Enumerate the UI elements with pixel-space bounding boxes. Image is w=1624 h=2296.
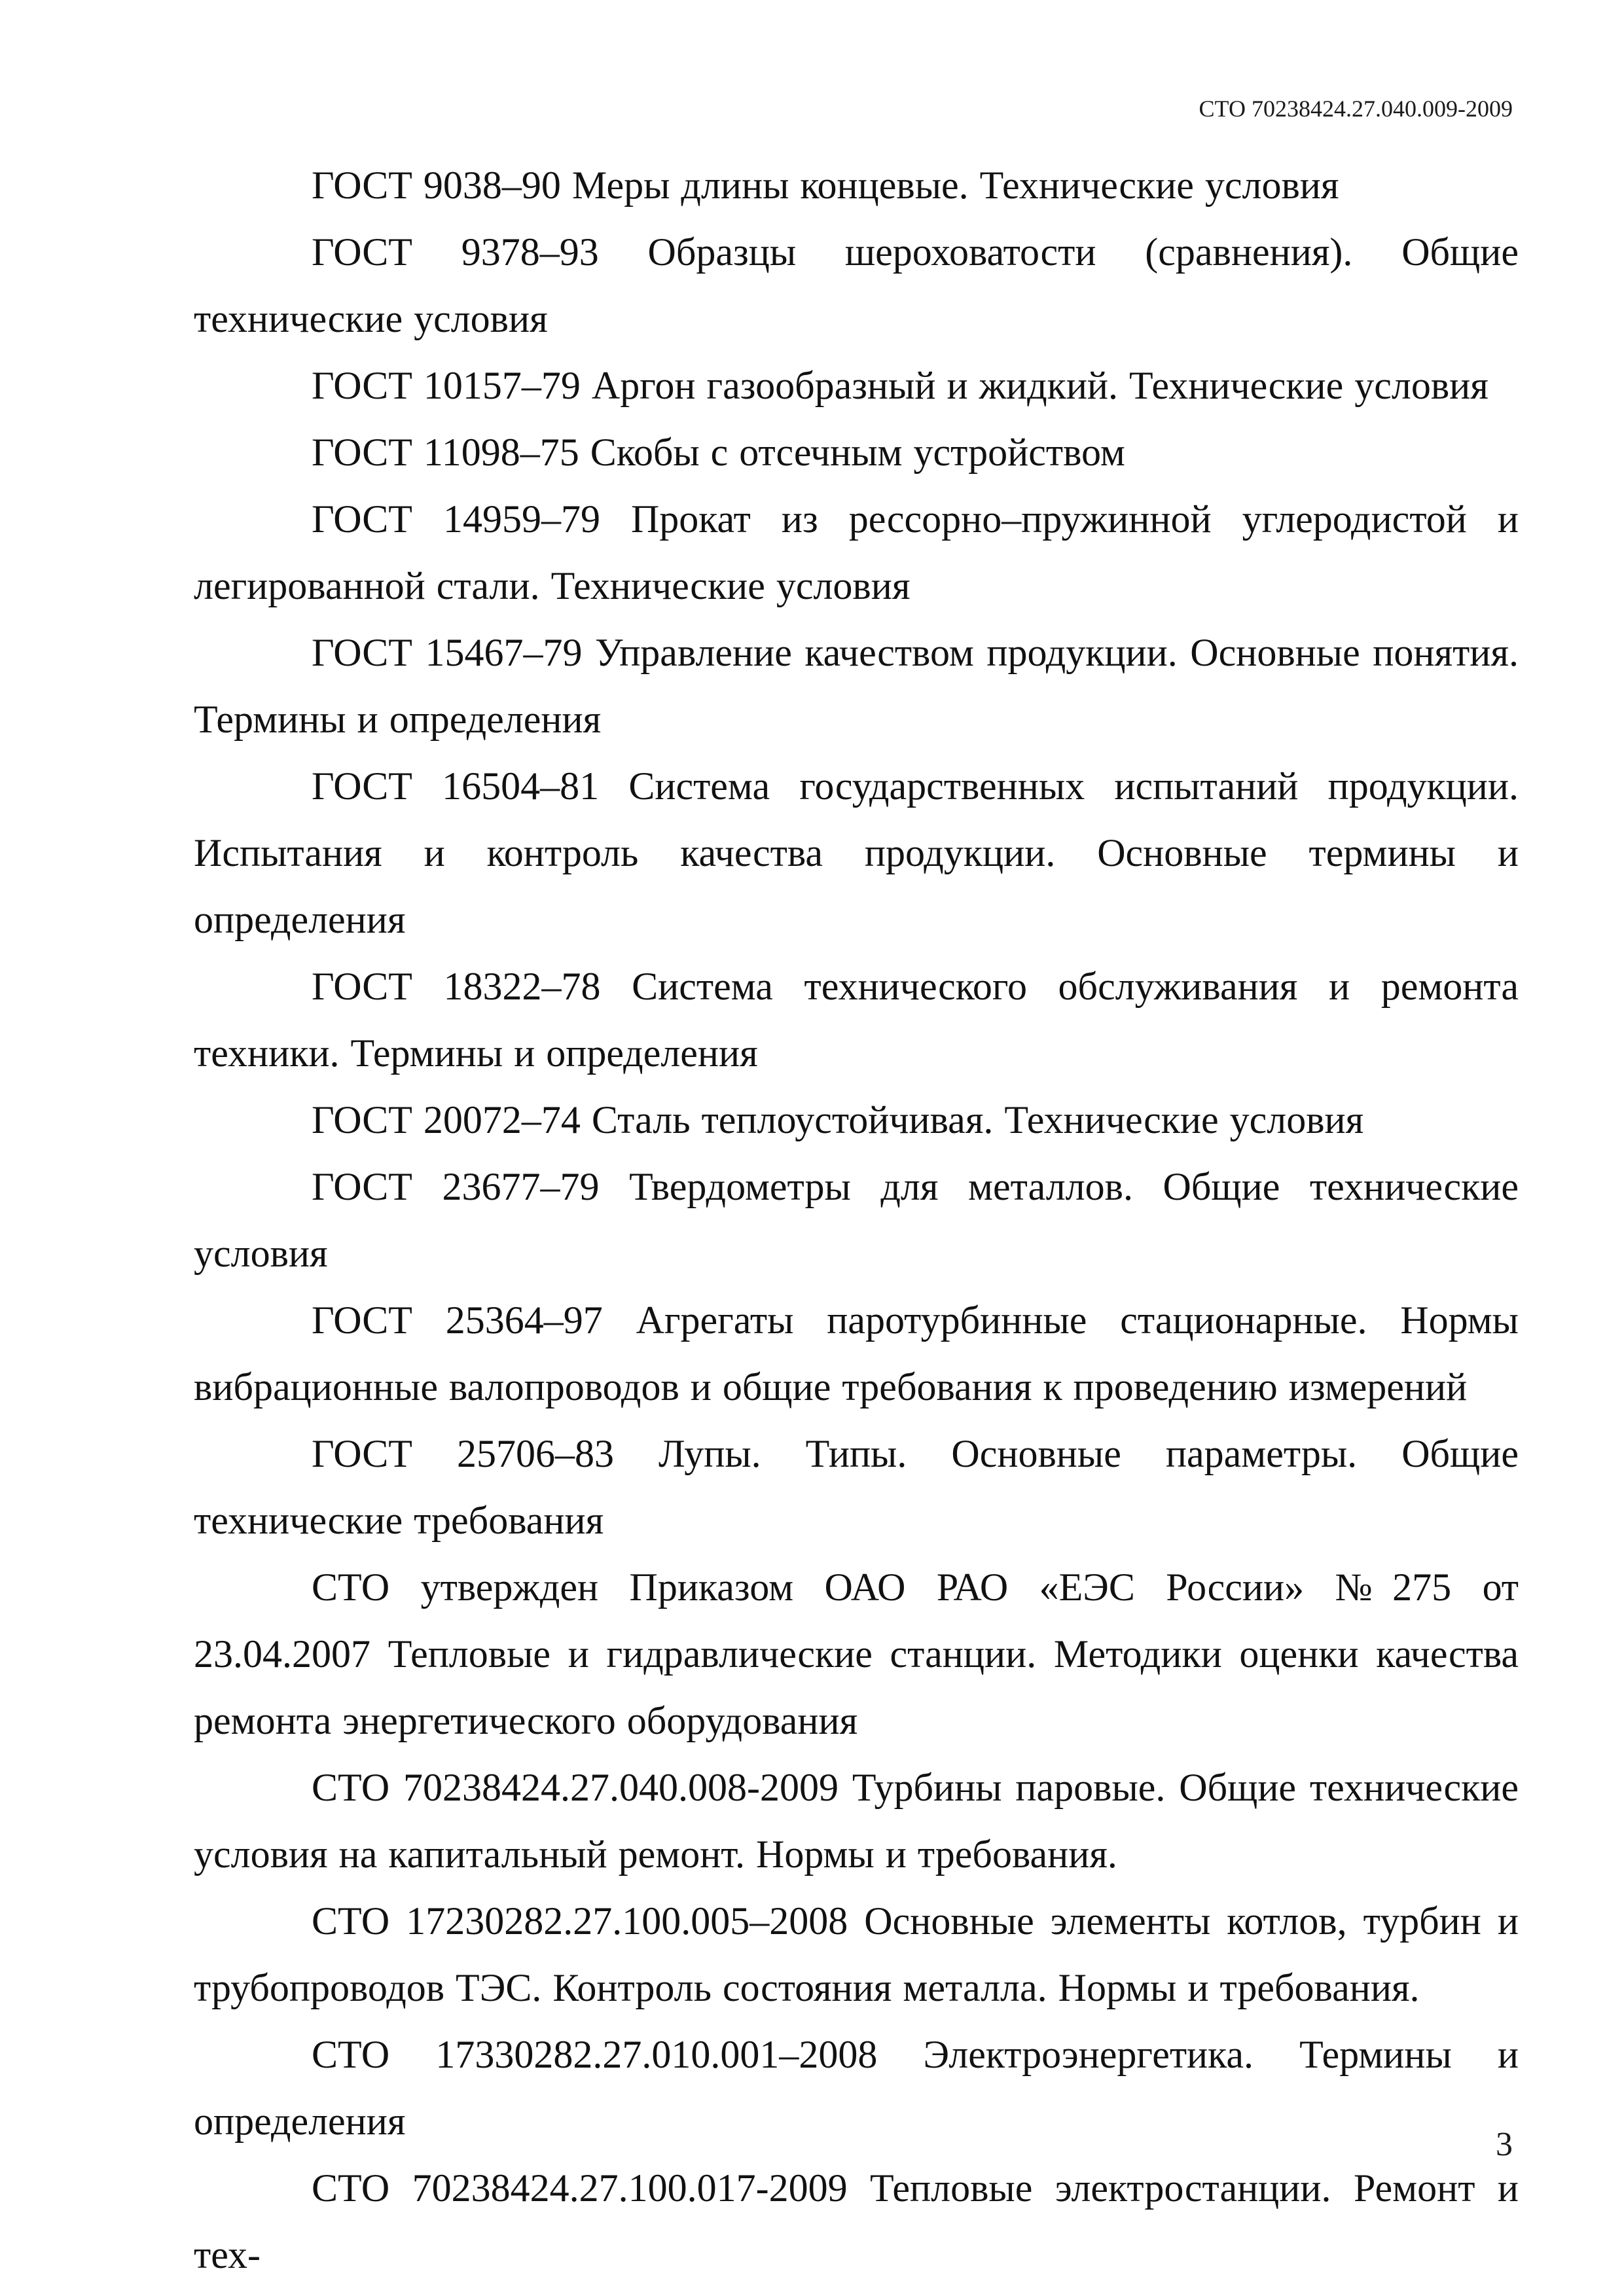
reference-entry: ГОСТ 25706–83 Лупы. Типы. Основные параметры. Общие технические требования: [194, 1432, 1519, 1542]
normative-references-list: [194, 152, 1519, 2288]
reference-entry: СТО утвержден Приказом ОАО РАО «ЕЭС России» №275 от 23.04.2007 Тепловые и гидравлические станции. Методики оценки качества ремонта энергетического оборудования: [194, 1566, 1519, 1742]
reference-entry: ГОСТ 23677–79 Твердометры для металлов. Общие технические условия: [194, 1165, 1519, 1275]
reference-entry: ГОСТ 9038–90 Меры длины концевые. Технические условия: [312, 164, 1339, 207]
reference-entry: ГОСТ 9378–93 Образцы шероховатости (сравнения). Общие технические условия: [194, 230, 1519, 340]
reference-entry: ГОСТ 11098–75 Скобы с отсечным устройством: [312, 431, 1125, 474]
reference-entry: ГОСТ 25364–97 Агрегаты паротурбинные стационарные. Нормы вибрационные валопроводов и общие требования к проведению измерений: [194, 1299, 1519, 1408]
page-number: 3: [1496, 2126, 1513, 2163]
reference-entry: СТО 70238424.27.100.017-2009 Тепловые электростанции. Ремонт и тех-: [194, 2166, 1519, 2276]
document-code-header: СТО 70238424.27.040.009-2009: [1199, 96, 1513, 122]
reference-entry: СТО 70238424.27.040.008-2009 Турбины паровые. Общие технические условия на капитальный ремонт. Нормы и требования.: [194, 1766, 1519, 1876]
reference-entry: СТО 17330282.27.010.001–2008 Электроэнергетика. Термины и определения: [194, 2033, 1519, 2143]
reference-entry: ГОСТ 14959–79 Прокат из рессорно–пружинной углеродистой и легированной стали. Технические условия: [194, 497, 1519, 607]
reference-entry: ГОСТ 15467–79 Управление качеством продукции. Основные понятия. Термины и определения: [194, 631, 1519, 741]
reference-entry: ГОСТ 16504–81 Система государственных испытаний продукции. Испытания и контроль качества продукции. Основные термины и определения: [194, 764, 1519, 941]
reference-entry: ГОСТ 10157–79 Аргон газообразный и жидкий. Технические условия: [312, 364, 1489, 407]
reference-entry: ГОСТ 20072–74 Сталь теплоустойчивая. Технические условия: [312, 1098, 1364, 1141]
reference-entry: ГОСТ 18322–78 Система технического обслуживания и ремонта техники. Термины и определения: [194, 965, 1519, 1075]
reference-entry: СТО 17230282.27.100.005–2008 Основные элементы котлов, турбин и трубопроводов ТЭС. Контроль состояния металла. Нормы и требования.: [194, 1899, 1519, 2009]
